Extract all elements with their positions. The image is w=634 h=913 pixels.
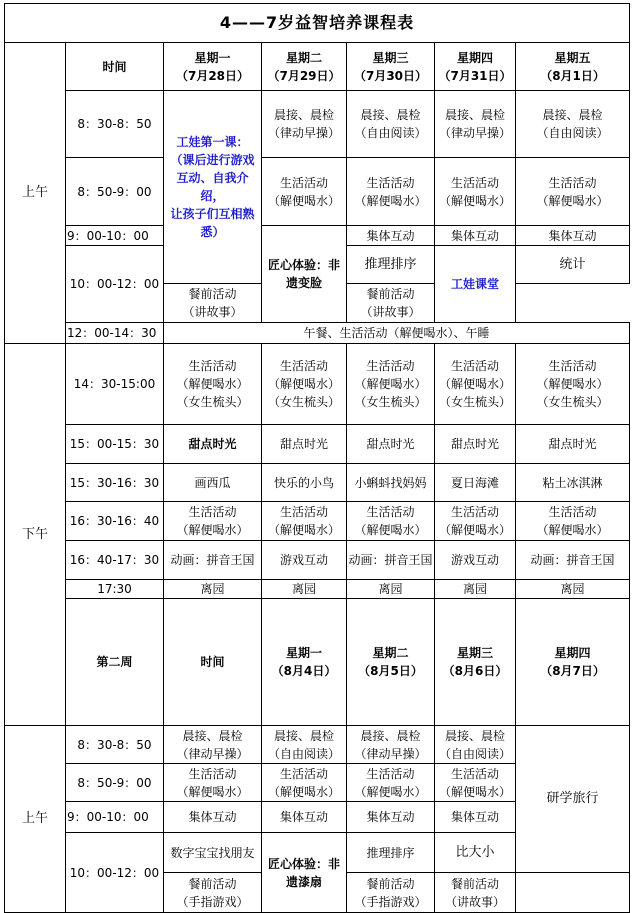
activity-cell: 动画：拼音王国 (516, 541, 630, 580)
activity-cell: 动画：拼音王国 (347, 541, 435, 580)
activity-cell: 比大小 (435, 833, 516, 873)
activity-cell: 离园 (164, 580, 262, 599)
activity-cell: 生活活动 （解便喝水） (435, 764, 516, 802)
activity-cell: 晨接、晨检 （律动早操） (164, 726, 262, 764)
tue-craft-cell: 匠心体验：非遗漆扇 (262, 833, 347, 913)
activity-cell: 晨接、晨检 （自由阅读） (516, 91, 630, 158)
activity-cell: 生活活动 （解便喝水） (262, 502, 347, 541)
activity-cell: 画西瓜 (164, 464, 262, 502)
day-header-fri: 星期五 （8月1日） (516, 43, 630, 91)
morning-label: 上午 (5, 726, 66, 913)
activity-cell: 夏日海滩 (435, 464, 516, 502)
activity-cell: 集体互动 (164, 802, 262, 833)
activity-cell: 生活活动 （解便喝水） （女生梳头） (516, 344, 630, 425)
activity-cell: 离园 (516, 580, 630, 599)
activity-cell: 甜点时光 (164, 425, 262, 464)
time-slot: 8：50-9：00 (66, 158, 164, 226)
activity-cell: 集体互动 (347, 802, 435, 833)
activity-cell: 推理排序 (347, 833, 435, 873)
activity-cell: 餐前活动 （手指游戏） (164, 873, 262, 913)
activity-cell: 生活活动 （解便喝水） (435, 158, 516, 226)
activity-cell: 集体互动 (516, 226, 630, 246)
afternoon-label: 下午 (5, 344, 66, 726)
mon-first-lesson: 工娃第一课： （课后进行游戏 互动、自我介绍， 让孩子们互相熟 悉） (164, 91, 262, 284)
activity-cell: 甜点时光 (435, 425, 516, 464)
activity-cell: 晨接、晨检 （律动早操） (347, 726, 435, 764)
activity-cell: 餐前活动 （讲故事） (435, 873, 516, 913)
activity-cell: 快乐的小鸟 (262, 464, 347, 502)
time-slot: 17:30 (66, 580, 164, 599)
activity-cell: 餐前活动 （手指游戏） (347, 873, 435, 913)
activity-cell: 生活活动 （解便喝水） (164, 764, 262, 802)
activity-cell: 生活活动 （解便喝水） （女生梳头） (262, 344, 347, 425)
time-slot: 9：00-10：00 (66, 802, 164, 833)
activity-cell: 生活活动 （解便喝水） (347, 764, 435, 802)
activity-cell: 晨接、晨检 （律动早操） (435, 91, 516, 158)
time-slot: 10：00-12：00 (66, 833, 164, 913)
time-slot: 14：30-15:00 (66, 344, 164, 425)
activity-cell: 甜点时光 (347, 425, 435, 464)
activity-cell: 晨接、晨检 （律动早操） (262, 91, 347, 158)
activity-cell: 统计 (516, 246, 630, 284)
day-header-thu: 星期四 （8月7日） (516, 599, 630, 726)
activity-cell: 晨接、晨检 （自由阅读） (347, 91, 435, 158)
activity-cell: 离园 (347, 580, 435, 599)
morning-label: 上午 (5, 43, 66, 344)
activity-cell: 生活活动 （解便喝水） (164, 502, 262, 541)
day-header-wed: 星期三 （7月30日） (347, 43, 435, 91)
activity-cell: 餐前活动 （讲故事） (347, 284, 435, 323)
time-header: 时间 (66, 43, 164, 91)
activity-cell: 生活活动 （解便喝水） (516, 158, 630, 226)
fri-trip-cell: 研学旅行 (516, 726, 630, 873)
activity-cell (516, 873, 630, 913)
activity-cell: 游戏互动 (435, 541, 516, 580)
activity-cell: 生活活动 （解便喝水） (435, 502, 516, 541)
activity-cell: 动画：拼音王国 (164, 541, 262, 580)
activity-cell: 生活活动 （解便喝水） (347, 158, 435, 226)
time-slot: 9：00-10：00 (66, 226, 164, 246)
lunch-cell: 午餐、生活活动（解便喝水）、午睡 (164, 323, 630, 344)
activity-cell: 粘土冰淇淋 (516, 464, 630, 502)
time-slot: 8：30-8：50 (66, 91, 164, 158)
activity-cell: 数字宝宝找朋友 (164, 833, 262, 873)
activity-cell: 生活活动 （解便喝水） (262, 764, 347, 802)
time-slot: 16：30-16：40 (66, 502, 164, 541)
activity-cell: 晨接、晨检 （自由阅读） (262, 726, 347, 764)
tue-craft-cell: 匠心体验：非遗变脸 (262, 226, 347, 323)
week2-label: 第二周 (66, 599, 164, 726)
day-header-mon: 星期一 （7月28日） (164, 43, 262, 91)
activity-cell: 餐前活动 （讲故事） (164, 284, 262, 323)
activity-cell: 离园 (262, 580, 347, 599)
page-title: 4——7岁益智培养课程表 (5, 4, 630, 43)
activity-cell: 集体互动 (435, 226, 516, 246)
time-slot: 8：50-9：00 (66, 764, 164, 802)
activity-cell: 生活活动 （解便喝水） (347, 502, 435, 541)
thu-class-cell: 工娃课堂 (435, 246, 516, 323)
time-header: 时间 (164, 599, 262, 726)
schedule-table (4, 3, 630, 913)
day-header-tue: 星期二 （8月5日） (347, 599, 435, 726)
activity-cell: 生活活动 （解便喝水） （女生梳头） (347, 344, 435, 425)
activity-cell: 晨接、晨检 （自由阅读） (435, 726, 516, 764)
activity-cell: 生活活动 （解便喝水） （女生梳头） (164, 344, 262, 425)
day-header-mon: 星期一 （8月4日） (262, 599, 347, 726)
activity-cell: 游戏互动 (262, 541, 347, 580)
activity-cell: 集体互动 (435, 802, 516, 833)
time-slot: 8：30-8：50 (66, 726, 164, 764)
time-slot: 10：00-12：00 (66, 246, 164, 323)
activity-cell: 推理排序 (347, 246, 435, 284)
activity-cell: 生活活动 （解便喝水） (516, 502, 630, 541)
activity-cell: 小蝌蚪找妈妈 (347, 464, 435, 502)
time-slot: 15：00-15：30 (66, 425, 164, 464)
time-slot: 12：00-14：30 (66, 323, 164, 344)
activity-cell: 甜点时光 (262, 425, 347, 464)
activity-cell: 生活活动 （解便喝水） （女生梳头） (435, 344, 516, 425)
time-slot: 15：30-16：30 (66, 464, 164, 502)
activity-cell: 甜点时光 (516, 425, 630, 464)
activity-cell: 生活活动 （解便喝水） (262, 158, 347, 226)
day-header-tue: 星期二 （7月29日） (262, 43, 347, 91)
activity-cell: 集体互动 (347, 226, 435, 246)
time-slot: 16：40-17：30 (66, 541, 164, 580)
activity-cell: 集体互动 (262, 802, 347, 833)
activity-cell: 离园 (435, 580, 516, 599)
day-header-thu: 星期四 （7月31日） (435, 43, 516, 91)
day-header-wed: 星期三 （8月6日） (435, 599, 516, 726)
